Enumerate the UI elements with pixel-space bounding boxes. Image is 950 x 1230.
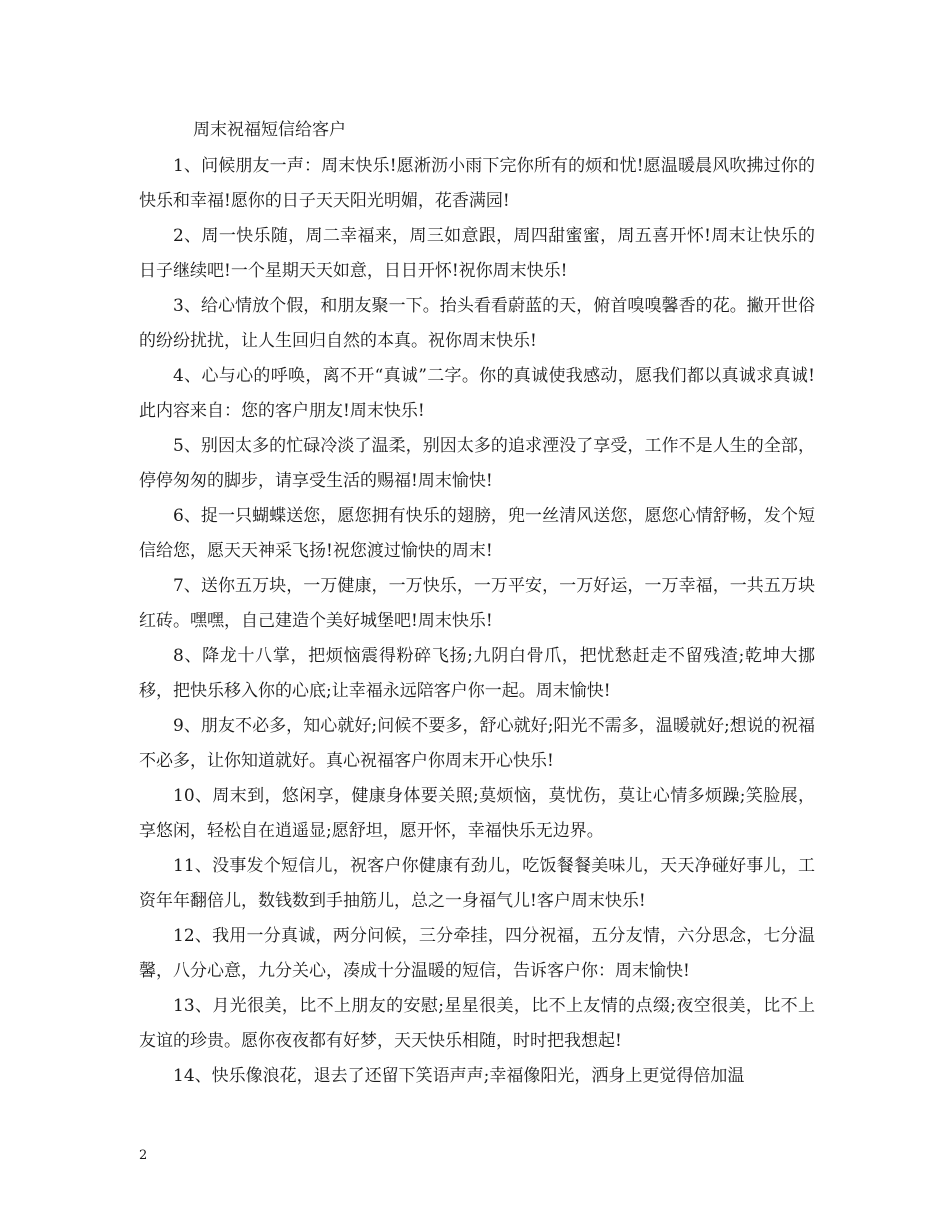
paragraph-14: 14、快乐像浪花，退去了还留下笑语声声;幸福像阳光，洒身上更觉得倍加温 <box>173 1066 745 1086</box>
paragraph-1: 1、问候朋友一声：周末快乐!愿淅沥小雨下完你所有的烦和忧!愿温暖晨风吹拂过你的快乐和幸福!愿你的日子天天阳光明媚，花香满园! <box>139 156 815 211</box>
paragraph-8: 8、降龙十八掌，把烦恼震得粉碎飞扬;九阴白骨爪，把忧愁赶走不留残渣;乾坤大挪移，把快乐移入你的心底;让幸福永远陪客户你一起。周末愉快! <box>139 646 815 701</box>
paragraph-5: 5、别因太多的忙碌冷淡了温柔，别因太多的追求湮没了享受，工作不是人生的全部，停停匆匆的脚步，请享受生活的赐福!周末愉快! <box>139 436 815 491</box>
paragraph-2: 2、周一快乐随，周二幸福来，周三如意跟，周四甜蜜蜜，周五喜开怀!周末让快乐的日子继续吧!一个星期天天如意，日日开怀!祝你周末快乐! <box>139 226 815 281</box>
paragraph-10: 10、周末到，悠闲享，健康身体要关照;莫烦恼，莫忧伤，莫让心情多烦躁;笑脸展，享悠闲，轻松自在逍遥显;愿舒坦，愿开怀，幸福快乐无边界。 <box>139 786 815 841</box>
document-body <box>139 149 815 1094</box>
page-number: 2 <box>139 1148 148 1163</box>
paragraph-6: 6、捉一只蝴蝶送您，愿您拥有快乐的翅膀，兜一丝清风送您，愿您心情舒畅，发个短信给您，愿天天神采飞扬!祝您渡过愉快的周末! <box>139 506 815 561</box>
paragraph-3: 3、给心情放个假，和朋友聚一下。抬头看看蔚蓝的天，俯首嗅嗅馨香的花。撇开世俗的纷纷扰扰，让人生回归自然的本真。祝你周末快乐! <box>139 296 815 351</box>
paragraph-9: 9、朋友不必多，知心就好;问候不要多，舒心就好;阳光不需多，温暖就好;想说的祝福不必多，让你知道就好。真心祝福客户你周末开心快乐! <box>139 716 815 771</box>
paragraph-11: 11、没事发个短信儿，祝客户你健康有劲儿，吃饭餐餐美味儿，天天净碰好事儿，工资年年翻倍儿，数钱数到手抽筋儿，总之一身福气儿!客户周末快乐! <box>139 856 815 911</box>
paragraph-12: 12、我用一分真诚，两分问候，三分牵挂，四分祝福，五分友情，六分思念，七分温馨，八分心意，九分关心，凑成十分温暖的短信，告诉客户你：周末愉快! <box>139 926 815 981</box>
document-title: 周末祝福短信给客户 <box>193 120 346 140</box>
paragraph-13: 13、月光很美，比不上朋友的安慰;星星很美，比不上友情的点缀;夜空很美，比不上友谊的珍贵。愿你夜夜都有好梦，天天快乐相随，时时把我想起! <box>139 996 815 1051</box>
paragraph-4: 4、心与心的呼唤，离不开“真诚”二字。你的真诚使我感动，愿我们都以真诚求真诚!此内容来自：您的客户朋友!周末快乐! <box>139 366 815 421</box>
paragraph-7: 7、送你五万块，一万健康，一万快乐，一万平安，一万好运，一万幸福，一共五万块红砖。嘿嘿，自己建造个美好城堡吧!周末快乐! <box>139 576 815 631</box>
